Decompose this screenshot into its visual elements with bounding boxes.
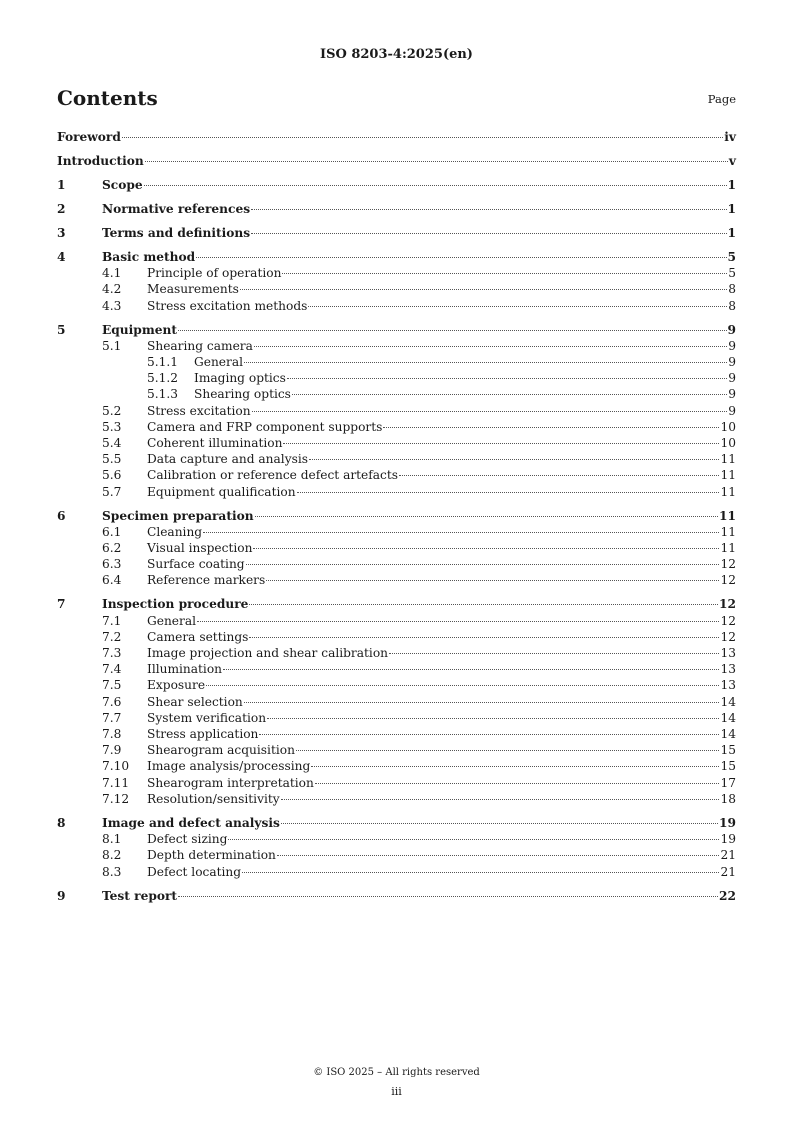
toc-entry[interactable] (57, 524, 736, 540)
toc-dot-leader (281, 823, 718, 824)
toc-entry-title[interactable]: Foreword (57, 130, 121, 144)
toc-entry-page[interactable]: 12 (720, 573, 736, 588)
toc-dot-leader (253, 548, 719, 549)
toc-entry-number: 3 (57, 226, 66, 240)
toc-entry-number: 5.5 (102, 452, 122, 467)
toc-entry[interactable] (57, 484, 736, 500)
toc-entry-page[interactable]: 10 (720, 436, 736, 451)
footer-copyright: © ISO 2025 – All rights reserved (313, 1067, 480, 1078)
toc-entry-number: 7.1 (102, 613, 122, 628)
toc-dot-leader (228, 839, 719, 840)
toc-entry-page[interactable]: 8 (728, 282, 736, 297)
toc-entry-title[interactable]: Shearing optics (194, 387, 291, 402)
toc-entry-title[interactable]: System verification (147, 710, 267, 725)
toc-dot-leader (292, 394, 727, 395)
toc-entry-title[interactable]: Reference markers (147, 573, 266, 588)
toc-entry-page[interactable]: 12 (720, 629, 736, 644)
toc-entry[interactable] (57, 694, 736, 710)
toc-entry-title[interactable]: Image and defect analysis (102, 815, 280, 830)
toc-entry[interactable] (57, 201, 736, 217)
toc-dot-leader (242, 872, 719, 873)
toc-entry-title[interactable]: Introduction (57, 154, 144, 168)
toc-entry-page[interactable]: 14 (720, 694, 736, 709)
toc-dot-leader (240, 289, 727, 290)
toc-entry-number: 2 (57, 202, 66, 216)
toc-dot-leader (283, 443, 719, 444)
toc-entry-page[interactable]: 12 (720, 613, 736, 628)
toc-entry[interactable] (57, 129, 736, 145)
toc-dot-leader (315, 783, 720, 784)
toc-entry-title[interactable]: Shearogram acquisition (147, 743, 295, 758)
toc-entry-title[interactable]: Exposure (147, 678, 206, 693)
toc-entry-title[interactable]: Surface coating (147, 557, 245, 572)
toc-entry-title[interactable]: Principle of operation (147, 266, 282, 281)
toc-entry[interactable] (57, 726, 736, 742)
toc-entry-title[interactable]: General (194, 355, 243, 370)
toc-entry[interactable] (57, 435, 736, 451)
toc-dot-leader (281, 799, 720, 800)
toc-dot-leader (206, 685, 719, 686)
toc-entry-number: 1 (57, 178, 66, 192)
toc-entry[interactable] (57, 225, 736, 241)
toc-entry-title[interactable]: Data capture and analysis (147, 452, 308, 467)
toc-entry[interactable] (57, 322, 736, 338)
contents-title: Contents (57, 86, 158, 110)
toc-entry-page[interactable]: 5 (728, 266, 736, 281)
toc-entry-title[interactable]: Inspection procedure (102, 597, 249, 612)
toc-entry-title[interactable]: Resolution/sensitivity (147, 791, 280, 806)
toc-entry-number: 5.1.2 (147, 371, 179, 386)
toc-entry[interactable] (57, 508, 736, 524)
toc-entry-number: 6.4 (102, 573, 122, 588)
toc-entry-number: 5.4 (102, 436, 122, 451)
toc-entry-number: 7.11 (102, 775, 130, 790)
toc-entry[interactable] (57, 710, 736, 726)
toc-entry-number: 6 (57, 508, 66, 523)
toc-entry-title[interactable]: Calibration or reference defect artefacts (147, 468, 399, 483)
toc-entry-title[interactable]: Measurements (147, 282, 239, 297)
toc-entry-page[interactable]: 12 (720, 557, 736, 572)
toc-entry-page[interactable]: 11 (720, 452, 736, 467)
toc-entry[interactable] (57, 791, 736, 807)
toc-dot-leader (178, 330, 727, 331)
toc-entry-title[interactable]: Illumination (147, 662, 223, 677)
toc-dot-leader (251, 233, 726, 234)
toc-entry-page[interactable]: 9 (728, 355, 736, 370)
toc-entry-page[interactable]: v (728, 154, 736, 168)
toc-entry[interactable] (57, 629, 736, 645)
toc-dot-leader (389, 653, 719, 654)
toc-entry-page[interactable]: 9 (728, 403, 736, 418)
toc-entry[interactable] (57, 177, 736, 193)
toc-dot-leader (282, 273, 727, 274)
toc-dot-leader (249, 637, 719, 638)
toc-entry-page[interactable]: 5 (727, 250, 736, 264)
toc-dot-leader (277, 855, 720, 856)
toc-dot-leader (145, 161, 728, 162)
toc-entry[interactable] (57, 661, 736, 677)
toc-entry-number: 6.3 (102, 557, 122, 572)
toc-entry-number: 7 (57, 597, 66, 612)
toc-entry-title[interactable]: Shearing camera (147, 338, 253, 353)
toc-entry[interactable] (57, 467, 736, 483)
toc-entry-page[interactable]: 15 (720, 759, 736, 774)
toc-entry-page[interactable]: 21 (720, 848, 736, 863)
toc-entry-title[interactable]: General (147, 613, 196, 628)
toc-dot-leader (287, 378, 727, 379)
toc-entry-title[interactable]: Equipment qualification (147, 484, 296, 499)
toc-entry-page[interactable]: 15 (720, 743, 736, 758)
toc-entry-number: 7.3 (102, 646, 122, 661)
toc-dot-leader (259, 734, 719, 735)
toc-entry-page[interactable]: 19 (719, 815, 736, 830)
toc-entry-page[interactable]: 14 (720, 727, 736, 742)
toc-entry[interactable] (57, 153, 736, 169)
toc-entry[interactable] (57, 556, 736, 572)
toc-entry[interactable] (57, 775, 736, 791)
toc-entry[interactable] (57, 419, 736, 435)
toc-dot-leader (267, 718, 719, 719)
toc-entry-number: 5 (57, 322, 66, 337)
document-id-header: ISO 8203-4:2025(en) (320, 47, 473, 62)
toc-entry-number: 7.12 (102, 791, 130, 806)
toc-entry-number: 7.6 (102, 694, 122, 709)
toc-entry-page[interactable]: 1 (727, 202, 736, 216)
toc-entry-title[interactable]: Camera and FRP component supports (147, 419, 383, 434)
toc-entry-number: 4.3 (102, 298, 122, 313)
toc-entry-title[interactable]: Equipment (102, 322, 177, 337)
toc-entry-page[interactable]: 9 (728, 387, 736, 402)
toc-entry-number: 8.2 (102, 848, 122, 863)
toc-entry-title[interactable]: Image analysis/processing (147, 759, 311, 774)
toc-entry-title[interactable]: Basic method (102, 250, 196, 264)
toc-entry-title[interactable]: Coherent illumination (147, 436, 283, 451)
toc-entry-page[interactable]: 11 (719, 508, 736, 523)
toc-entry[interactable] (57, 386, 736, 402)
toc-entry-number: 6.2 (102, 541, 122, 556)
toc-entry-title[interactable]: Imaging optics (194, 371, 286, 386)
toc-entry-title[interactable]: Stress application (147, 727, 259, 742)
toc-entry-page[interactable]: 14 (720, 710, 736, 725)
toc-entry-page[interactable]: 1 (727, 178, 736, 192)
toc-entry-title[interactable]: Camera settings (147, 629, 249, 644)
toc-entry[interactable] (57, 758, 736, 774)
toc-entry-page[interactable]: 19 (720, 832, 736, 847)
toc-entry-number: 5.2 (102, 403, 122, 418)
toc-entry-title[interactable]: Normative references (102, 202, 251, 216)
toc-entry-page[interactable]: 13 (720, 662, 736, 677)
toc-dot-leader (244, 702, 720, 703)
toc-dot-leader (383, 427, 719, 428)
toc-entry-page[interactable]: 1 (727, 226, 736, 240)
toc-entry-page[interactable]: 22 (719, 888, 736, 903)
toc-entry[interactable] (57, 338, 736, 354)
toc-entry-title[interactable]: Test report (102, 888, 178, 903)
toc-dot-leader (197, 621, 719, 622)
toc-entry-title[interactable]: Defect locating (147, 864, 242, 879)
toc-dot-leader (255, 516, 718, 517)
toc-dot-leader (196, 257, 726, 258)
toc-entry[interactable] (57, 864, 736, 880)
toc-entry-page[interactable]: 11 (720, 524, 736, 539)
toc-entry-page[interactable]: 9 (728, 371, 736, 386)
toc-dot-leader (249, 604, 718, 605)
table-of-contents (57, 129, 736, 904)
toc-dot-leader (122, 137, 723, 138)
toc-entry[interactable] (57, 281, 736, 297)
toc-entry-page[interactable]: 13 (720, 678, 736, 693)
toc-entry-page[interactable]: 9 (727, 322, 736, 337)
toc-dot-leader (399, 475, 719, 476)
toc-entry-number: 5.1 (102, 338, 122, 353)
toc-entry[interactable] (57, 540, 736, 556)
toc-entry-title[interactable]: Shearogram interpretation (147, 775, 314, 790)
toc-entry[interactable] (57, 742, 736, 758)
toc-entry-number: 4 (57, 250, 66, 264)
toc-dot-leader (144, 185, 727, 186)
footer-page-number: iii (391, 1085, 402, 1098)
toc-entry-title[interactable]: Defect sizing (147, 832, 228, 847)
toc-entry-number: 8.3 (102, 864, 122, 879)
toc-entry-page[interactable]: iv (724, 130, 736, 144)
toc-dot-leader (266, 580, 719, 581)
toc-entry-title[interactable]: Shear selection (147, 694, 243, 709)
toc-entry[interactable] (57, 298, 736, 314)
toc-entry[interactable] (57, 888, 736, 904)
toc-entry[interactable] (57, 613, 736, 629)
toc-dot-leader (311, 766, 719, 767)
toc-entry-page[interactable]: 17 (720, 775, 736, 790)
toc-entry-page[interactable]: 11 (720, 541, 736, 556)
toc-dot-leader (223, 669, 719, 670)
toc-entry[interactable] (57, 596, 736, 612)
toc-entry-page[interactable]: 9 (728, 338, 736, 353)
toc-dot-leader (297, 492, 720, 493)
toc-entry-number: 7.5 (102, 678, 122, 693)
toc-entry-page[interactable]: 11 (720, 484, 736, 499)
toc-dot-leader (178, 896, 718, 897)
page-column-label: Page (707, 92, 736, 106)
toc-dot-leader (251, 209, 726, 210)
toc-entry-number: 7.7 (102, 710, 122, 725)
toc-entry[interactable] (57, 847, 736, 863)
toc-entry-number: 8.1 (102, 832, 122, 847)
toc-entry-page[interactable]: 21 (720, 864, 736, 879)
toc-entry[interactable] (57, 370, 736, 386)
toc-entry-page[interactable]: 12 (719, 597, 736, 612)
toc-dot-leader (309, 459, 719, 460)
toc-entry-number: 5.7 (102, 484, 122, 499)
toc-entry[interactable] (57, 451, 736, 467)
toc-dot-leader (246, 564, 720, 565)
toc-entry-number: 7.4 (102, 662, 122, 677)
toc-entry[interactable] (57, 249, 736, 265)
toc-entry-title[interactable]: Scope (102, 178, 143, 192)
toc-dot-leader (308, 306, 727, 307)
toc-entry-title[interactable]: Terms and definitions (102, 226, 251, 240)
toc-entry-page[interactable]: 13 (720, 646, 736, 661)
toc-entry-page[interactable]: 18 (720, 791, 736, 806)
toc-entry[interactable] (57, 815, 736, 831)
toc-entry-number: 5.3 (102, 419, 122, 434)
toc-entry-number: 4.2 (102, 282, 122, 297)
toc-entry-number: 4.1 (102, 266, 122, 281)
toc-entry-number: 5.1.1 (147, 355, 179, 370)
toc-entry-title[interactable]: Visual inspection (147, 541, 253, 556)
toc-entry[interactable] (57, 354, 736, 370)
toc-entry-number: 6.1 (102, 524, 122, 539)
toc-entry-title[interactable]: Specimen preparation (102, 508, 254, 523)
toc-entry-title[interactable]: Depth determination (147, 848, 276, 863)
toc-entry-number: 7.10 (102, 759, 130, 774)
toc-entry[interactable] (57, 572, 736, 588)
toc-entry[interactable] (57, 677, 736, 693)
toc-entry-page[interactable]: 10 (720, 419, 736, 434)
toc-entry[interactable] (57, 831, 736, 847)
toc-entry[interactable] (57, 265, 736, 281)
toc-entry-number: 5.6 (102, 468, 122, 483)
toc-entry-number: 8 (57, 815, 66, 830)
toc-entry-number: 7.2 (102, 629, 122, 644)
toc-entry-title[interactable]: Stress excitation methods (147, 298, 308, 313)
toc-entry[interactable] (57, 645, 736, 661)
toc-dot-leader (203, 532, 719, 533)
toc-dot-leader (244, 362, 727, 363)
toc-entry-title[interactable]: Image projection and shear calibration (147, 646, 389, 661)
toc-entry-page[interactable]: 8 (728, 298, 736, 313)
toc-dot-leader (254, 346, 727, 347)
toc-dot-leader (296, 750, 720, 751)
toc-entry-title[interactable]: Stress excitation (147, 403, 251, 418)
toc-entry-number: 7.8 (102, 727, 122, 742)
toc-entry-number: 7.9 (102, 743, 122, 758)
toc-entry[interactable] (57, 403, 736, 419)
toc-entry-number: 9 (57, 888, 66, 903)
toc-entry-title[interactable]: Cleaning (147, 524, 203, 539)
toc-entry-number: 5.1.3 (147, 387, 179, 402)
toc-dot-leader (252, 411, 728, 412)
toc-entry-page[interactable]: 11 (720, 468, 736, 483)
